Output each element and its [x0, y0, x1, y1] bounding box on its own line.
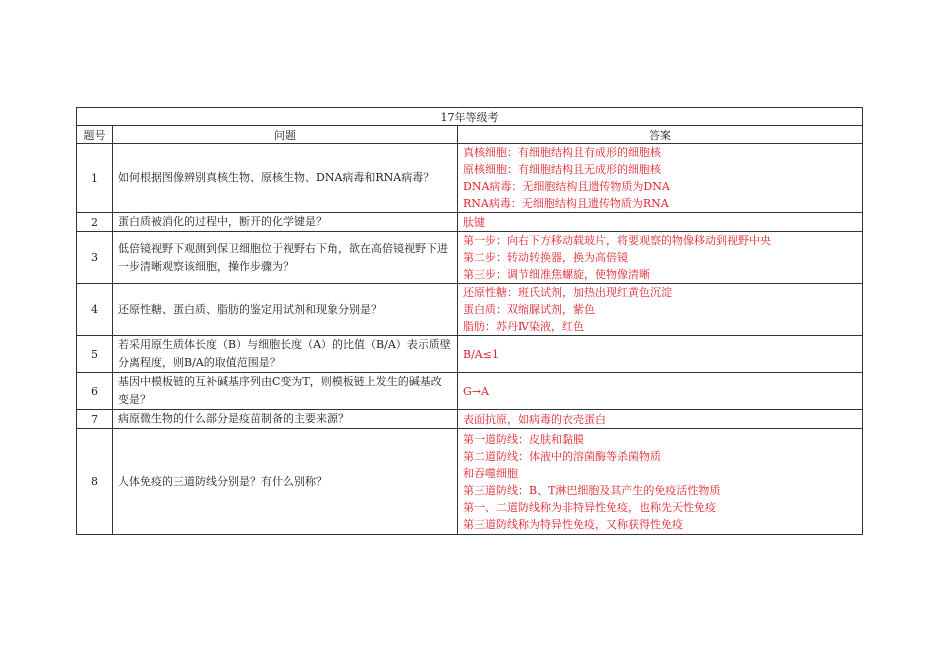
row-answer: [458, 373, 863, 410]
answer-line: 脂肪：苏丹Ⅳ染液，红色: [463, 320, 584, 333]
row-answer: [458, 144, 863, 213]
row-question: 基因中模板链的互补碱基序列由C变为T，则模板链上发生的碱基改变是？: [113, 373, 458, 410]
table-row: [77, 336, 863, 373]
answer-line: 第三道防线称为特异性免疫，又称获得性免疫: [463, 517, 683, 531]
row-answer: [458, 410, 863, 429]
row-number: 2: [77, 213, 113, 232]
row-number: 5: [77, 336, 113, 373]
row-number: 3: [77, 232, 113, 284]
answer-line: RNA病毒：无细胞结构且遗传物质为RNA: [463, 197, 669, 210]
table-row: [77, 284, 863, 336]
answer-line: 第一步：向右下方移动载玻片，将要观察的物像移动到视野中央: [463, 234, 771, 247]
row-answer: [458, 232, 863, 284]
qa-table-body: [77, 108, 863, 535]
answer-line: 蛋白质：双缩脲试剂，紫色: [463, 303, 595, 316]
row-number: 8: [77, 429, 113, 535]
answer-line: 真核细胞：有细胞结构且有成形的细胞核: [463, 146, 661, 159]
row-question: 蛋白质被消化的过程中，断开的化学键是？: [113, 213, 458, 232]
header-question: 问题: [113, 126, 458, 144]
row-number: 1: [77, 144, 113, 213]
answer-line: 还原性糖：班氏试剂，加热出现红黄色沉淀: [463, 286, 672, 299]
answer-line: 第二步：转动转换器，换为高倍镜: [463, 251, 628, 264]
row-question: 还原性糖、蛋白质、脂肪的鉴定用试剂和现象分别是？: [113, 284, 458, 336]
answer-line: 第三步：调节细准焦螺旋，使物像清晰: [463, 268, 650, 281]
row-question: 若采用原生质体长度（B）与细胞长度（A）的比值（B/A）表示质壁分离程度，则B/A的取值范围是？: [113, 336, 458, 373]
table-row: [77, 232, 863, 284]
answer-line: DNA病毒：无细胞结构且遗传物质为DNA: [463, 180, 670, 193]
row-answer: [458, 284, 863, 336]
answer-line: 原核细胞：有细胞结构且无成形的细胞核: [463, 163, 661, 176]
qa-table: [76, 107, 863, 535]
answer-line: 表面抗原，如病毒的衣壳蛋白: [463, 412, 606, 426]
row-answer: [458, 336, 863, 373]
answer-line: 第三道防线：B、T淋巴细胞及其产生的免疫活性物质: [463, 483, 721, 497]
header-answer: 答案: [458, 126, 863, 144]
row-question: 如何根据图像辨别真核生物、原核生物、DNA病毒和RNA病毒？: [113, 144, 458, 213]
table-row: [77, 213, 863, 232]
row-number: 6: [77, 373, 113, 410]
row-question: 低倍镜视野下观测到保卫细胞位于视野右下角，欲在高倍镜视野下进一步清晰观察该细胞，操作步骤为？: [113, 232, 458, 284]
header-number: 题号: [77, 126, 113, 144]
answer-line: B/A≤1: [463, 347, 499, 361]
answer-line: G→A: [463, 384, 489, 398]
answer-line: 第一、二道防线称为非特异性免疫，也称先天性免疫: [463, 500, 716, 514]
answer-line: 肽键: [463, 215, 485, 229]
row-number: 4: [77, 284, 113, 336]
answer-line: 第二道防线：体液中的溶菌酶等杀菌物质: [463, 449, 661, 463]
row-number: 7: [77, 410, 113, 429]
table-row: [77, 373, 863, 410]
table-row: [77, 144, 863, 213]
row-answer: [458, 429, 863, 535]
table-title: 17年等级考: [77, 108, 863, 126]
title-row: [77, 108, 863, 126]
table-row: [77, 410, 863, 429]
table-row: [77, 429, 863, 535]
row-question: 病原微生物的什么部分是疫苗制备的主要来源？: [113, 410, 458, 429]
header-row: [77, 126, 863, 144]
answer-line: 第一道防线：皮肤和黏膜: [463, 432, 584, 446]
row-answer: [458, 213, 863, 232]
answer-line: 和吞噬细胞: [463, 466, 518, 480]
row-question: 人体免疫的三道防线分别是？有什么别称？: [113, 429, 458, 535]
